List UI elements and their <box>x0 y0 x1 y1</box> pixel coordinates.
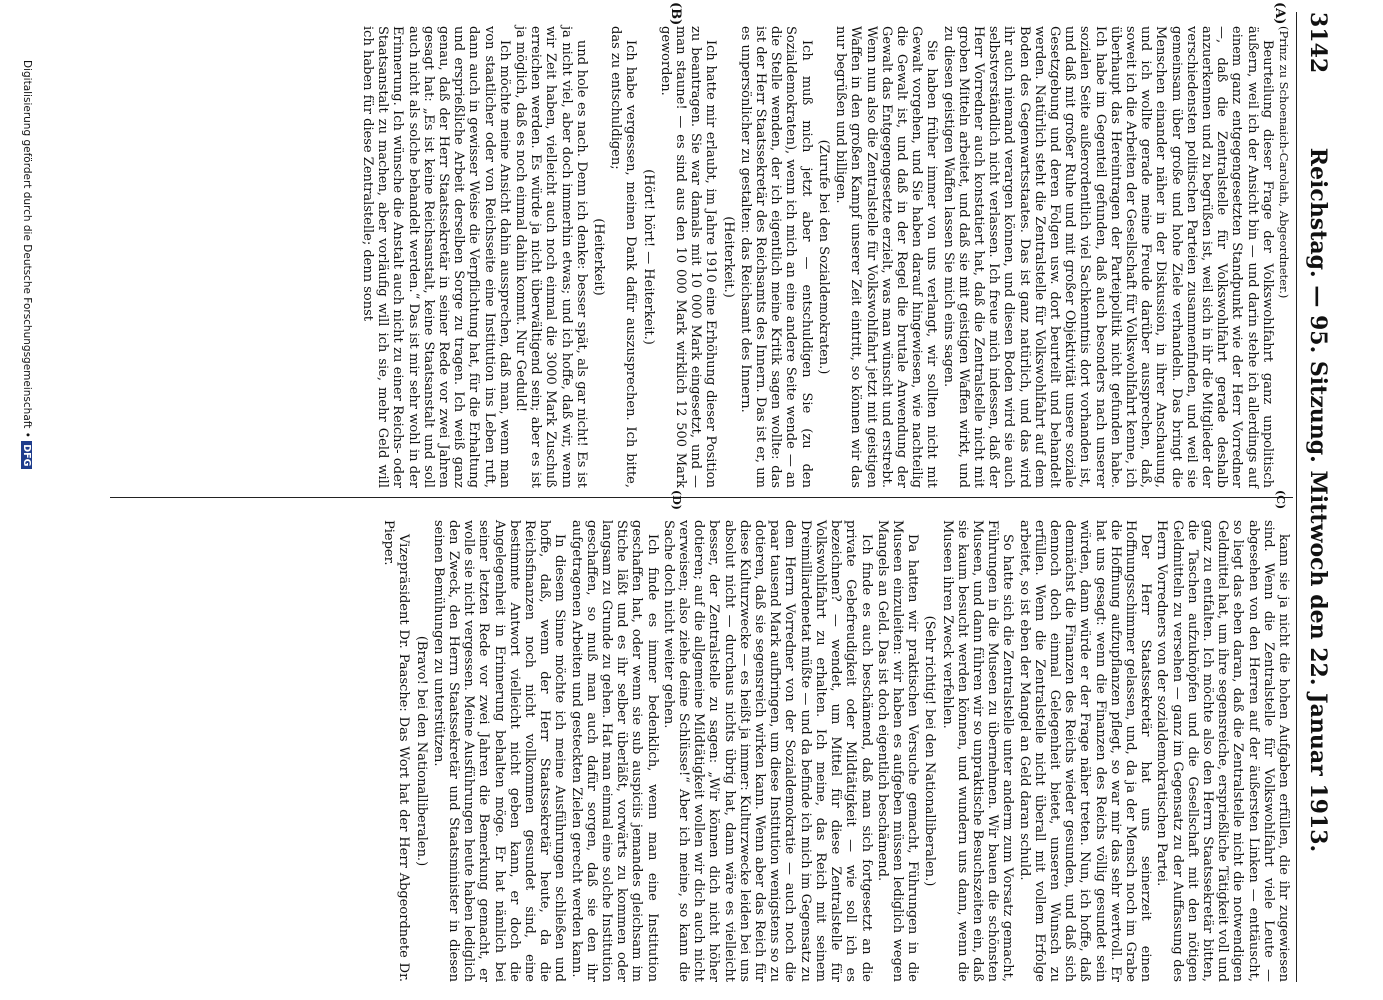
paragraph: (Prinz zu Schoenaich-Carolath, Abgeordneter.) <box>1277 26 1291 299</box>
margin-mark-b: (B) <box>668 2 683 26</box>
interjection: (Bravo! bei den Nationalliberalen.) <box>413 635 429 867</box>
paragraph: Der Herr Staatssekretär hat uns seinerzeit einen Hoffnungsschimmer gelassen, und, da ja der Mensch noch im Grabe die Hoffnung aufzupflanzen pflegt, so war mir das sehr wertvoll. Er hat uns gesagt: wenn die Finanzen des Reichs völlig gesundet sein würden, dann würde er der Frage näher treten. Nun, ich hoffe, daß demnächst die Finanzen des Reichs wieder gesunden, und daß sich dennoch doch einmal Gelegenheit bietet, unseren Wunsch zu erfüllen. Wenn die Zentralstelle nicht überall mit vollem Erfolge arbeitet, so ist eben der Mangel an Geld daran schuld. <box>1016 520 1154 982</box>
right-column <box>380 520 1291 982</box>
paragraph: Ich muß mich jetzt aber — entschuldigen Sie (zu den Sozialdemokraten), wenn ich mich an eine andere Seite wende — an die Stelle wenden, der ich eigentlich meine Kritik sagen wollte: das ist der Herr Staatssekretär des Reichsamts des Innern. Das ist er, um es unpersönlicher zu gestalten: das Reichsamt des Innern. <box>737 26 814 488</box>
interjection: (Sehr richtig! bei den Nationalliberalen.) <box>922 615 938 887</box>
page-number: 3142 <box>1305 12 1331 74</box>
interjection: (Hört! hört! — Heiterkeit.) <box>640 169 656 345</box>
dfg-logo: DFG <box>21 441 32 469</box>
column-divider <box>110 497 1293 498</box>
interjection: (Heiterkeit.) <box>720 216 736 298</box>
page-header <box>1301 12 1331 988</box>
paragraph: und hole es nach. Denn ich denke: besser spät, als gar nicht! Es ist ja nicht viel, aber doch immerhin etwas; und ich hoffe, daß wir, wenn wir Zeit haben, vielleicht auch noch einmal die 3000 Mark Zuschuß erreichen werden. Es würde ja nicht überwältigend sein; aber es ist ja möglich, daß es noch einmal dahin kommt. Nur Geduld! <box>513 26 589 488</box>
paragraph: Sie haben früher immer von uns verlangt, wir sollten nicht mit Gewalt vorgehen, und Sie haben darauf hingewiesen, wie nachteilig die Gewalt ist, und daß in der Regel die brutale Anwendung der Gewalt das Entgegengesetzte erzielt, was man wünscht und erstrebt. Wenn nun also die Zentralstelle für Volkswohlfahrt jetzt mit geistigen Waffen in den großen Kampf unserer Zeit eintritt, so können wir das nur begrüßen und billigen. <box>833 26 940 488</box>
paragraph: Beurteilung dieser Frage der Volkswohlfahrt ganz unpolitisch äußern, weil ich der Ansicht bin — und darin stehe ich allerdings auf einem ganz entgegengesetzten Standpunkt wie der Herr Vorredner —, daß die Zentralstelle für Volkswohlfahrt gerade deshalb anzuerkennen und zu begrüßen ist, weil sich in ihr die Mitglieder der verschiedensten politischen Parteien zusammenfinden, und weil sie gemeinsam über große und hohe Ziele verhandeln. Das bringt die Menschen einander näher in der Diskussion, in ihrer Anschauung, und ich wollte gerade meine Freude darüber aussprechen, daß, soweit ich die Arbeiten der Gesellschaft für Volkswohlfahrt kenne, ich überhaupt das Hereintragen der Parteipolitik nicht gefunden habe. Ich habe im Gegenteil gefunden, daß auch besonders nach unserer sozialen Seite außerordentlich viel Sachkenntnis dort vorhanden ist, und daß mit großer Ruhe und mit großer Objektivität unsere soziale Gesetzgebung und deren Folgen usw. dort beurteilt und behandelt werden. Natürlich steht die Zentralstelle für Volkswohlfahrt auf dem Boden des Gegenwartsstaates. Das ist ganz natürlich, und das wird ihr auch niemand verargen können, und diesen Boden wird sie auch selbstverständlich nicht verlassen. Ich freue mich indessen, daß der Herr Vorredner auch konstatiert hat, daß die Zentralstelle nicht mit groben Mitteln arbeitet, und daß sie mit geistigen Waffen wirkt, und zu diesen geistigen Waffen lassen Sie mich eins sagen. <box>940 26 1275 488</box>
interjection: (Zurufe bei den Sozialdemokraten.) <box>815 139 831 375</box>
header-rule <box>1296 12 1297 982</box>
paragraph: Ich möchte meine Ansicht dahin aussprechen, daß man, wenn man von staatlicher oder von Reichsseite eine Institution ins Leben ruft, dann auch in gewisser Weise die Verpflichtung hat, für die Erhaltung und ersprießliche Arbeit derselben Sorge zu tragen. Ich weiß ganz genau, daß der Herr Staatssekretär in seiner Rede vor zwei Jahren gesagt hat: „Es ist keine Reichsanstalt, keine Staatsanstalt und soll auch nicht als solche behandelt werden.“ Das ist mir sehr wohl in der Erinnerung. Ich wünsche die Anstalt auch nicht zu einer Reichs- oder Staatsanstalt zu machen, aber vorläufig will ich sie, mehr Geld will ich haben für diese Zentralstelle; denn sonst <box>360 26 512 488</box>
digitization-notice <box>21 60 33 469</box>
watermark-text: Digitalisierung gefördert durch die Deutsche Forschungsgemeinschaft • <box>21 60 33 438</box>
paragraph: Ich finde es immer bedenklich, wenn man eine Institution geschaffen hat, oder wenn sie sub auspiciis jemandes gleichsam im Stiche läßt und es ihr selber überläßt, vorwärts zu kommen oder langsam zu Grunde zu gehen. Hat man einmal eine solche Institution geschaffen, so muß man auch dafür sorgen, daß sie den ihr aufgetragenen Arbeiten und gesteckten Zielen gerecht werden kann. <box>568 520 660 982</box>
margin-mark-a: (A) <box>1272 2 1287 25</box>
paragraph: kann sie ja nicht die hohen Aufgaben erfüllen, die ihr zugewiesen sind. Wenn die Zentralstelle für Volkswohlfahrt viele Leute — abgesehen von den Herren auf der äußersten Linken — enttäuscht, so liegt das eben daran, daß die Zentralstelle nicht die notwendigen Geldmittel hat, um ihre segensreiche, ersprießliche Tätigkeit voll und ganz zu entfalten. Ich möchte also den Herrn Staatssekretär bitten, die Taschen aufzuknöpfen und die Gesellschaft mit den nötigen Geldmitteln zu versehen — ganz im Gegensatz zu der Auffassung des Herrn Vorredners von der sozialdemokratischen Partei. <box>1154 520 1291 982</box>
paragraph: Ich hatte mir erlaubt, im Jahre 1910 eine Erhöhung dieser Position zu beantragen. Sie war damals mit 10 000 Mark eingesetzt, und — man staune! — es sind aus den 10 000 Mark wirklich 12 500 Mark geworden. <box>657 26 719 488</box>
paragraph: Ich finde es auch beschämend, daß man sich fortgesetzt an die private Gebefreudigkeit oder Mildtätigkeit — wie soll ich es bezeichnen? — wendet, um Mittel für diese Zentralstelle für Volkswohlfahrt zu erhalten. Ich meine, das Reich mit seinem Dreimilliardenetat müßte — und da befinde ich mich im Gegensatz zu dem Herrn Vorredner von der Sozialdemokratie — auch noch die paar tausend Mark aufbringen, um diese Institution wenigstens so zu dotieren, daß sie segensreich wirken kann. Wenn aber das Reich für diese Kulturzwecke — es heißt ja immer: Kulturzwecke leiden bei uns absolut nicht — durchaus nichts übrig hat, dann wäre es vielleicht besser, der Zentralstelle zu sagen: „Wir können dich nicht höher dotieren; auf die allgemeine Mildtätigkeit wollen wir dich auch nicht verweisen; also ziehe deine Schlüsse!“ Aber ich meine, so kann die Sache doch nicht weiter gehen. <box>660 520 874 982</box>
paragraph: Da hatten wir praktischen Versuche gemacht, Führungen in die Museen einzuleiten: wir haben es aufgeben müssen lediglich wegen Mangels an Geld. Das ist doch eigentlich beschämend. <box>874 520 921 982</box>
paragraph: In diesem Sinne möchte ich meine Ausführungen schließen und hoffe, daß, wenn der Herr Staatssekretär heute, da die Reichsfinanzen noch nicht vollkommen gesundet sind, eine bestimmte Antwort vielleicht nicht geben kann, er doch die Angelegenheit in Erinnerung behalten möge. Er hat nämlich bei seiner letzten Rede vor zwei Jahren die Bemerkung gemacht, er wolle sie nicht vergessen. Meine Ausführungen heute haben lediglich den Zweck, den Herrn Staatssekretär und Staatsminister in diesen seinen Bemühungen zu unterstützen. <box>430 520 568 982</box>
paragraph: Vizepräsident Dr. Paasche: Das Wort hat der Herr Abgeordnete Dr. Pieper. <box>381 520 412 982</box>
margin-mark-c: (C) <box>1274 490 1287 510</box>
paragraph: Ich habe vergessen, meinen Dank dafür auszusprechen. Ich bitte, das zu entschuldigen; <box>608 26 639 488</box>
left-column <box>359 26 1291 488</box>
page-title: Reichstag. — 95. Sitzung. Mittwoch den 22. Januar 1913. <box>1305 147 1331 853</box>
margin-mark-d: (D) <box>670 490 683 510</box>
paragraph: So hatte sich die Zentralstelle unter anderm zum Vorsatz gemacht, Führungen in die Museen zu übernehmen. Wir bauen die schönsten Museen, und dann führen wir so unpraktische Besuchszeiten ein, daß sie kaum besucht werden können, und wundern uns dann, wenn die Museen ihren Zweck verfehlen. <box>939 520 1016 982</box>
interjection: (Heiterkeit) <box>591 218 607 296</box>
